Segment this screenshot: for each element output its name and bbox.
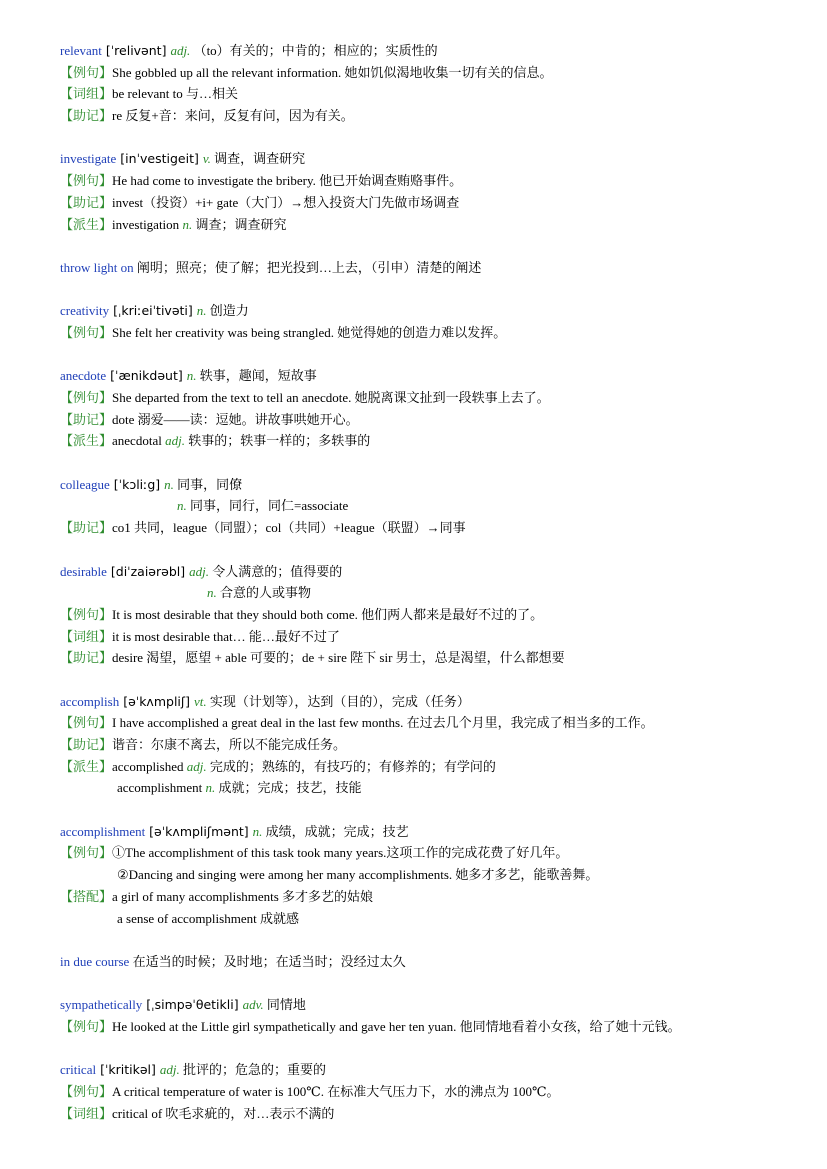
entry-detail-line: [60, 517, 800, 539]
section-tag: 【例句】: [60, 324, 113, 340]
part-of-speech: n.: [179, 216, 193, 232]
detail-text: co1 共同，league（同盟）；col（共同）+league（联盟）→同事: [112, 520, 466, 536]
entry-detail-line: [60, 387, 800, 409]
part-of-speech: adj.: [170, 43, 191, 58]
phonetic: [ˈkritikəl]: [96, 1062, 160, 1078]
section-tag: 【派生】: [60, 216, 113, 232]
section-tag: 【助记】: [60, 737, 113, 752]
section-tag: 【派生】: [60, 758, 113, 774]
definition: （to）有关的；中肯的；相应的；实质性的: [190, 43, 438, 58]
part-of-speech: n.: [202, 780, 216, 796]
part-of-speech: n.: [164, 476, 174, 492]
phonetic: [ˈrelivənt]: [101, 43, 171, 58]
entry-detail-line: [60, 626, 800, 648]
part-of-speech: v.: [202, 151, 211, 167]
part-of-speech: adj.: [183, 758, 207, 774]
section-tag: 【派生】: [60, 433, 113, 449]
section-tag: 【例句】: [60, 390, 113, 405]
extra-definition: [60, 495, 800, 517]
definition: 同事，同行，同仁=associate: [186, 498, 349, 514]
phonetic: [diˈzaiərəbl]: [106, 563, 190, 579]
definition: 令人满意的；值得要的: [208, 563, 343, 579]
entry-headline: [60, 1059, 800, 1081]
phonetic: [ˌkriːeiˈtivəti]: [109, 303, 197, 319]
detail-text: It is most desirable that they should both come. 他们两人都来是最好不过的了。: [112, 606, 544, 622]
detail-text: a sense of accomplishment 成就感: [117, 910, 299, 926]
section-tag: 【助记】: [60, 411, 113, 427]
entry-spacer: [60, 279, 800, 301]
detail-text: She departed from the text to tell an anecdote. 她脱离课文扯到一段轶事上去了。: [112, 390, 550, 405]
detail-text: ②Dancing and singing were among her many accomplishments. 她多才多艺，能歌善舞。: [117, 867, 599, 883]
detail-text: anecdotal: [112, 433, 162, 449]
headword: investigate: [60, 151, 117, 167]
headword: accomplish: [60, 693, 120, 709]
detail-text: critical of 吹毛求疵的，对…表示不满的: [112, 1105, 335, 1121]
entry-detail-line: [60, 1103, 800, 1125]
entry-spacer: [60, 799, 800, 821]
entry-detail-line: [60, 62, 800, 84]
detail-text: accomplishment: [117, 780, 203, 796]
definition: 实现（计划等），达到（目的），完成（任务）: [206, 693, 470, 709]
entry-detail-line: [60, 756, 800, 778]
entry-spacer: [60, 235, 800, 257]
entry-detail-line: [60, 1081, 800, 1103]
detail-meaning: 成就；完成；技艺，技能: [215, 780, 362, 796]
entry-detail-line: [60, 908, 800, 930]
entry-headline: [60, 40, 800, 62]
entry-headline: [60, 300, 800, 322]
entry-headline: [60, 561, 800, 583]
headword: accomplishment: [60, 823, 146, 839]
section-tag: 【例句】: [60, 715, 113, 731]
vocab-entry: [60, 994, 800, 1037]
headword: critical: [60, 1062, 97, 1078]
entry-detail-line: [60, 430, 800, 452]
entry-detail-line: [60, 192, 800, 214]
entry-detail-line: [60, 170, 800, 192]
vocab-entry: [60, 474, 800, 539]
section-tag: 【例句】: [60, 173, 113, 189]
definition: 阐明；照亮；使了解；把光投到…上去，（引申）清楚的阐述: [133, 259, 482, 275]
headword: anecdote: [60, 368, 107, 384]
section-tag: 【词组】: [60, 628, 113, 644]
entry-headline: [60, 951, 800, 973]
entry-headline: [60, 148, 800, 170]
headword: sympathetically: [60, 997, 143, 1013]
entry-detail-line: [60, 712, 800, 734]
detail-text: a girl of many accomplishments 多才多艺的姑娘: [112, 888, 374, 904]
definition: 合意的人或事物: [216, 585, 312, 601]
definition: 调查，调查研究: [210, 151, 306, 167]
headword: throw light on: [60, 259, 134, 275]
section-tag: 【词组】: [60, 1105, 113, 1121]
entry-spacer: [60, 452, 800, 474]
entry-headline: [60, 994, 800, 1016]
entry-detail-line: [60, 105, 800, 127]
vocab-entry: [60, 951, 800, 973]
headword: desirable: [60, 563, 107, 579]
entry-headline: [60, 821, 800, 843]
section-tag: 【搭配】: [60, 888, 113, 904]
section-tag: 【助记】: [60, 520, 113, 536]
entry-headline: [60, 691, 800, 713]
vocab-entry: [60, 300, 800, 343]
part-of-speech: n.: [186, 368, 197, 384]
detail-text: be relevant to 与…相关: [112, 86, 239, 102]
definition: 同事，同僚: [173, 476, 243, 492]
headword: relevant: [60, 43, 102, 58]
detail-text: dote 溺爱——读：逗她。讲故事哄她开心。: [112, 411, 359, 427]
headword: creativity: [60, 303, 110, 319]
entry-detail-line: [60, 83, 800, 105]
headword: in due course: [60, 953, 130, 969]
detail-text: ①The accomplishment of this task took many years.这项工作的完成花费了好几年。: [112, 845, 569, 861]
part-of-speech: adj.: [189, 563, 209, 579]
entry-detail-line: [60, 777, 800, 799]
entry-detail-line: [60, 409, 800, 431]
entry-headline: [60, 365, 800, 387]
detail-text: She felt her creativity was being strangled. 她觉得她的创造力难以发挥。: [112, 324, 507, 340]
detail-text: A critical temperature of water is 100℃. 在标准大气压力下，水的沸点为 100℃。: [112, 1084, 560, 1099]
phonetic: [inˈvestigeit]: [116, 151, 203, 167]
detail-text: investigation: [112, 216, 180, 232]
entry-detail-line: [60, 734, 800, 756]
entry-detail-line: [60, 1016, 800, 1038]
part-of-speech: adv.: [242, 997, 264, 1013]
vocab-entry: [60, 257, 800, 279]
definition: 批评的；危急的；重要的: [179, 1062, 326, 1078]
definition: 轶事，趣闻，短故事: [196, 368, 317, 384]
entry-detail-line: [60, 864, 800, 886]
definition: 成绩，成就；完成；技艺: [262, 823, 409, 839]
phonetic: [əˈkʌmpliʃmənt]: [145, 823, 253, 839]
entry-detail-line: [60, 604, 800, 626]
entry-spacer: [60, 539, 800, 561]
vocab-entry: [60, 365, 800, 452]
part-of-speech: n.: [196, 303, 207, 319]
section-tag: 【例句】: [60, 606, 113, 622]
entry-headline: [60, 474, 800, 496]
detail-meaning: 完成的；熟练的，有技巧的；有修养的；有学问的: [206, 758, 496, 774]
vocab-entry: [60, 40, 800, 127]
extra-definition: [60, 582, 800, 604]
phonetic: [ˈkɔliːg]: [109, 476, 165, 492]
definition: 创造力: [206, 303, 249, 319]
detail-text: She gobbled up all the relevant information. 她如饥似渴地收集一切有关的信息。: [112, 64, 553, 80]
vocab-entry: [60, 1059, 800, 1124]
vocabulary-page: [60, 40, 800, 1124]
vocab-entry: [60, 148, 800, 235]
detail-text: accomplished: [112, 758, 184, 774]
section-tag: 【例句】: [60, 1018, 113, 1034]
phonetic: [əˈkʌmpliʃ]: [119, 693, 194, 709]
entry-spacer: [60, 1038, 800, 1060]
detail-meaning: 调查；调查研究: [192, 216, 287, 232]
headword: colleague: [60, 476, 110, 492]
entry-detail-line: [60, 322, 800, 344]
part-of-speech: vt.: [193, 693, 207, 709]
section-tag: 【助记】: [60, 650, 113, 666]
section-tag: 【词组】: [60, 86, 113, 102]
detail-text: He had come to investigate the bribery. 他已开始调查贿赂事件。: [112, 173, 463, 189]
phonetic: [ˌsimpəˈθetikli]: [142, 997, 243, 1013]
definition: 同情地: [263, 997, 306, 1013]
vocab-entry: [60, 821, 800, 929]
detail-meaning: 轶事的；轶事一样的；多轶事的: [184, 433, 371, 449]
entry-detail-line: [60, 214, 800, 236]
section-tag: 【助记】: [60, 194, 113, 210]
entry-spacer: [60, 127, 800, 149]
entry-spacer: [60, 344, 800, 366]
detail-text: re 反复+音：来问，反复有问，因为有关。: [112, 108, 354, 124]
detail-text: 谐音：尔康不离去，所以不能完成任务。: [112, 737, 347, 752]
part-of-speech: adj.: [159, 1062, 180, 1078]
vocab-entry: [60, 561, 800, 669]
entry-spacer: [60, 669, 800, 691]
entry-detail-line: [60, 842, 800, 864]
detail-text: desire 渴望，愿望 + able 可要的；de + sire 陛下 sir 男士，总是渴望，什么都想要: [112, 650, 565, 666]
detail-text: He looked at the Little girl sympathetically and gave her ten yuan. 他同情地看着小女孩，给了她十元钱。: [112, 1018, 681, 1034]
part-of-speech: n.: [252, 823, 263, 839]
entry-spacer: [60, 973, 800, 995]
phonetic: [ˈænikdəut]: [106, 368, 187, 384]
entry-headline: [60, 257, 800, 279]
section-tag: 【例句】: [60, 1084, 113, 1099]
entry-detail-line: [60, 886, 800, 908]
part-of-speech: n.: [207, 585, 217, 601]
part-of-speech: n.: [177, 498, 187, 514]
entry-spacer: [60, 929, 800, 951]
section-tag: 【例句】: [60, 845, 113, 861]
entry-detail-line: [60, 647, 800, 669]
detail-text: invest（投资）+i+ gate（大门）→想入投资大门先做市场调查: [112, 194, 460, 210]
detail-text: it is most desirable that… 能…最好不过了: [112, 628, 340, 644]
section-tag: 【助记】: [60, 108, 113, 124]
section-tag: 【例句】: [60, 64, 113, 80]
detail-text: I have accomplished a great deal in the last few months. 在过去几个月里，我完成了相当多的工作。: [112, 715, 654, 731]
part-of-speech: adj.: [161, 433, 185, 449]
vocab-entry: [60, 691, 800, 799]
definition: 在适当的时候；及时地；在适当时；没经过太久: [129, 953, 406, 969]
